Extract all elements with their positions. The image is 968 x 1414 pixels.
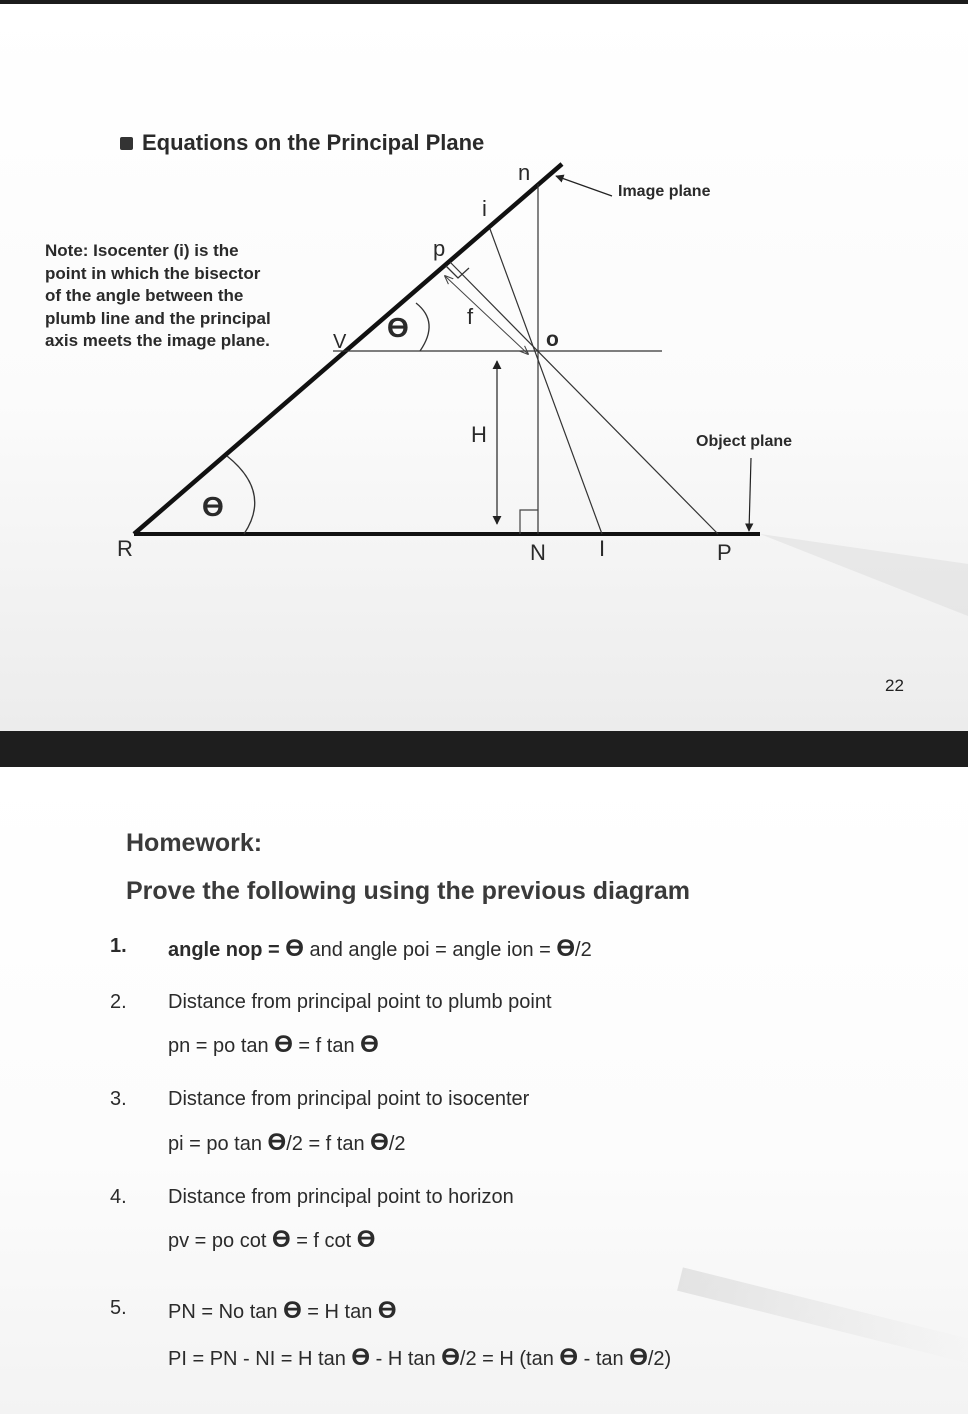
label-v: V	[333, 331, 347, 353]
eq-part: = f tan	[292, 1035, 361, 1057]
item-number: 1.	[110, 935, 127, 957]
isocenter-line	[490, 229, 602, 534]
theta-symbol: ϴ	[629, 1344, 648, 1371]
label-h: H	[471, 422, 487, 447]
label-n: n	[518, 160, 531, 185]
item-equation	[168, 1297, 397, 1325]
page-number: 22	[885, 676, 904, 695]
eq-part: pn = po tan	[168, 1035, 275, 1057]
eq-part: pi = po tan	[168, 1133, 268, 1155]
homework-subheading: Prove the following using the previous diagram	[126, 877, 690, 905]
eq-part: /2	[575, 939, 592, 961]
slide-homework	[0, 767, 968, 1414]
theta-symbol: ϴ	[377, 1297, 397, 1324]
theta-symbol: ϴ	[285, 935, 304, 962]
isocenter-note	[45, 240, 345, 353]
focal-length-arrow	[445, 276, 528, 354]
theta-symbol: ϴ	[360, 1031, 379, 1058]
theta-symbol: ϴ	[271, 1226, 291, 1253]
right-angle-mark	[520, 510, 538, 534]
label-r: R	[117, 536, 133, 561]
item-equation	[168, 1129, 406, 1157]
item-description: Distance from principal point to isocenter	[168, 1088, 530, 1110]
square-bullet-icon	[120, 137, 133, 150]
eq-part: /2 = H (tan	[459, 1348, 560, 1370]
note-line: plumb line and the principal	[45, 308, 271, 328]
theta-symbol: ϴ	[356, 1226, 376, 1253]
theta-symbol: ϴ	[274, 1031, 293, 1058]
label-p: p	[433, 236, 446, 261]
theta-symbol: ϴ	[556, 935, 576, 962]
theta-symbol: ϴ	[441, 1344, 460, 1371]
item-number: 5.	[110, 1297, 127, 1319]
label-image-plane: Image plane	[618, 183, 711, 200]
eq-part: pv = po cot	[168, 1230, 272, 1252]
item-equation	[168, 1031, 379, 1059]
label-theta-v: ϴ	[387, 312, 409, 343]
image-plane-pointer	[556, 176, 612, 196]
eq-part: and angle poi = angle ion =	[303, 939, 557, 961]
label-object-plane: Object plane	[696, 433, 793, 450]
eq-part: = f cot	[290, 1230, 357, 1252]
eq-part: PI = PN - NI = H tan	[168, 1348, 352, 1370]
theta-symbol: ϴ	[559, 1344, 579, 1371]
label-i: i	[482, 196, 487, 221]
item-equation	[168, 935, 592, 963]
label-o: o	[546, 328, 559, 351]
theta-symbol: ϴ	[283, 1297, 302, 1324]
item-number: 3.	[110, 1088, 127, 1110]
theta-symbol: ϴ	[351, 1344, 371, 1371]
label-i-upper: I	[599, 536, 606, 561]
principal-plane-diagram	[0, 4, 968, 731]
background-sheen	[677, 1267, 968, 1363]
label-p-upper: P	[717, 540, 732, 565]
theta-arc-r	[227, 456, 255, 534]
slide-title-text: Equations on the Principal Plane	[142, 130, 485, 155]
theta-symbol: ϴ	[370, 1129, 389, 1156]
note-line: Note: Isocenter (i) is the	[45, 241, 239, 260]
slide-principal-plane	[0, 4, 968, 731]
note-line: of the angle between the	[45, 286, 244, 305]
label-n-upper: N	[530, 540, 546, 565]
item-description: Distance from principal point to plumb point	[168, 991, 552, 1013]
background-sheen	[760, 534, 968, 616]
theta-arc-v	[416, 303, 429, 351]
eq-part: = H tan	[301, 1301, 378, 1323]
eq-part: /2)	[647, 1348, 672, 1370]
eq-part: /2	[388, 1133, 406, 1155]
slide-title	[120, 130, 484, 156]
slide-separator-band	[0, 731, 968, 767]
eq-part: - H tan	[370, 1348, 442, 1370]
label-theta-r: ϴ	[202, 491, 224, 522]
object-plane-pointer	[749, 458, 751, 531]
item-number: 2.	[110, 991, 127, 1013]
right-angle-p	[446, 266, 469, 278]
eq-part: - tan	[578, 1348, 630, 1370]
theta-symbol: ϴ	[267, 1129, 287, 1156]
item-number: 4.	[110, 1186, 127, 1208]
homework-heading: Homework:	[126, 829, 263, 857]
eq-part: /2 = f tan	[286, 1133, 371, 1155]
eq-part: PN = No tan	[168, 1301, 284, 1323]
label-f: f	[467, 304, 474, 329]
note-line: axis meets the image plane.	[45, 331, 270, 350]
item-equation	[168, 1226, 375, 1254]
item-description: Distance from principal point to horizon	[168, 1186, 514, 1208]
eq-part: angle nop =	[168, 939, 286, 961]
note-line: point in which the bisector	[45, 263, 261, 283]
item-equation	[168, 1344, 671, 1372]
principal-axis-line	[450, 262, 718, 534]
